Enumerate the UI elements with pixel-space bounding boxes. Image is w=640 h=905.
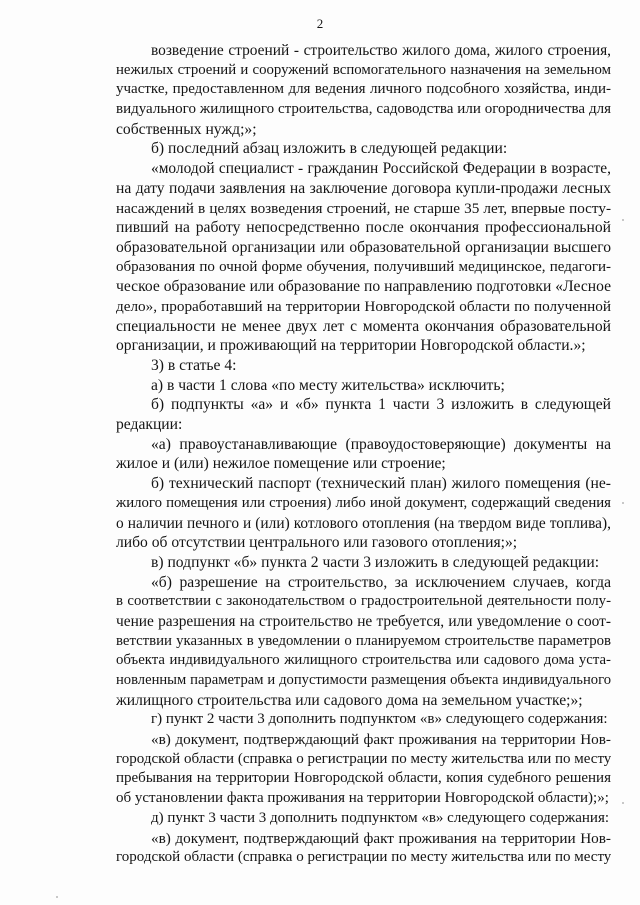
text-line: редакции: xyxy=(116,416,183,434)
scan-speck xyxy=(622,802,624,804)
text-line: б) технический паспорт (технический план) жилого помещения (не- xyxy=(151,475,611,493)
text-line: «а) правоустанавливающие (правоудостоверяющие) документы на xyxy=(151,435,611,453)
text-line: жилое и (или) нежилое помещение или строение; xyxy=(116,455,446,473)
text-line: насаждений в целях возведения строений, не старше 35 лет, впервые посту- xyxy=(116,199,611,217)
text-line: специальности не менее двух лет с момента окончания образовательной xyxy=(116,317,611,335)
text-line: «в) документ, подтверждающий факт проживания на территории Нов- xyxy=(151,829,611,847)
text-line: «б) разрешение на строительство, за исключением случаев, когда xyxy=(151,573,611,591)
text-line: возведение строений - строительство жилого дома, жилого строения, xyxy=(151,42,611,59)
text-line: а) в части 1 слова «по месту жительства» исключить; xyxy=(151,376,505,394)
text-line: г) пункт 2 части 3 дополнить подпунктом «в» следующего содержания: xyxy=(151,711,608,728)
text-line: об установлении факта проживания на территории Новгородской области);»; xyxy=(116,790,609,807)
text-line: б) последний абзац изложить в следующей редакции: xyxy=(151,140,508,158)
text-line: б) подпункты «а» и «б» пункта 1 части 3 изложить в следующей xyxy=(151,396,611,414)
text-line: нежилых строений и сооружений вспомогательного назначения на земельном xyxy=(116,61,611,78)
text-line: жилого помещения или строения) либо иной документ, содержащий сведения xyxy=(116,494,611,511)
text-line: чение разрешения на строительство не требуется, или уведомление о соот- xyxy=(116,612,611,630)
text-line: в) подпункт «б» пункта 2 части 3 изложить в следующей редакции: xyxy=(151,553,600,571)
text-line: городской области (справка о регистрации по месту жительства или по месту xyxy=(116,849,611,866)
text-line: «молодой специалист - гражданин Российской Федерации в возрасте, xyxy=(151,160,611,178)
document-body xyxy=(116,41,611,868)
text-line: жилищного строительства или садового дома на земельном участке;»; xyxy=(116,691,583,709)
text-line: пребывания на территории Новгородской области, копия судебного решения xyxy=(116,770,611,787)
text-line: на дату подачи заявления на заключение договора купли-продажи лесных xyxy=(116,179,611,197)
text-line: городской области (справка о регистрации по месту жительства или по месту xyxy=(116,750,611,767)
scan-speck xyxy=(622,219,624,221)
text-line: либо об отсутствии центрального или газового отопления;»; xyxy=(116,534,518,552)
text-line: ветствии указанных в уведомлении о планируемом строительстве параметров xyxy=(116,632,611,649)
scan-speck xyxy=(622,502,624,504)
text-line: образования по очной форме обучения, получивший медицинское, педагоги- xyxy=(116,258,611,275)
page-number: 2 xyxy=(316,16,324,31)
text-line: видуального жилищного строительства, садоводства или огородничества для xyxy=(116,101,611,118)
text-line: организации, и проживающий на территории Новгородской области.»; xyxy=(116,337,586,355)
text-line: собственных нужд;»; xyxy=(116,120,257,138)
text-line: участке, предоставленном для ведения личного подсобного хозяйства, инди- xyxy=(116,81,611,98)
text-line: дело», проработавший на территории Новгородской области по полученной xyxy=(116,297,611,315)
scan-speck xyxy=(56,896,58,898)
text-line: новленным параметрам и допустимости размещения объекта индивидуального xyxy=(116,672,611,688)
text-line: в соответствии с законодательством о градостроительной деятельности полу- xyxy=(116,593,611,610)
text-line: «в) документ, подтверждающий факт проживания на территории Нов- xyxy=(151,731,611,749)
text-line: д) пункт 3 части 3 дополнить подпунктом «в» следующего содержания: xyxy=(151,809,610,826)
text-line: 3) в статье 4: xyxy=(151,357,237,374)
text-line: о наличии печного и (или) котлового отопления (на твердом виде топлива), xyxy=(116,514,611,532)
text-line: ческое образование или образование по направлению подготовки «Лесное xyxy=(116,278,611,296)
text-line: пивший на работу непосредственно после окончания профессиональной xyxy=(116,219,611,237)
text-line: объекта индивидуального жилищного строительства или садового дома уста- xyxy=(116,652,611,669)
text-line: образовательной организации или образовательной организации высшего xyxy=(116,238,611,256)
